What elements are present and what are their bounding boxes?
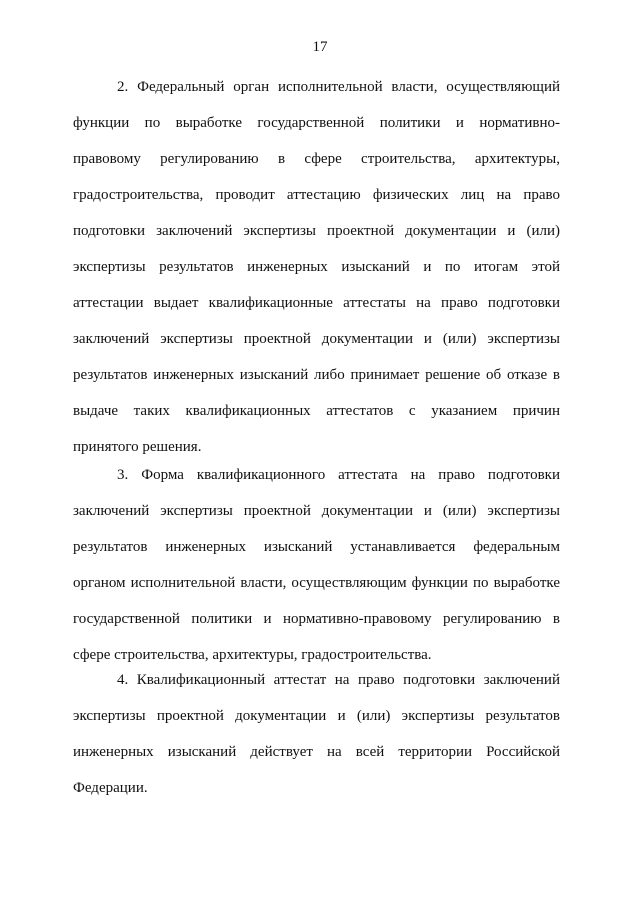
paragraph-line: градостроительства, проводит аттестацию физических лиц на право <box>73 187 560 203</box>
paragraph-line: аттестации выдает квалификационные аттестаты на право подготовки <box>73 295 560 311</box>
paragraph-line: экспертизы проектной документации и (или) экспертизы результатов <box>73 708 560 724</box>
page-number: 17 <box>312 39 328 55</box>
paragraph-line: экспертизы результатов инженерных изысканий и по итогам этой <box>73 259 560 275</box>
paragraph-line: принятого решения. <box>73 439 202 455</box>
paragraph-line: функции по выработке государственной политики и нормативно- <box>73 115 560 131</box>
paragraph-line: выдаче таких квалификационных аттестатов с указанием причин <box>73 403 560 419</box>
paragraph-line: подготовки заключений экспертизы проектной документации и (или) <box>73 223 560 239</box>
paragraph-line: органом исполнительной власти, осуществляющим функции по выработке <box>73 575 560 591</box>
paragraph-line: результатов инженерных изысканий либо принимает решение об отказе в <box>73 367 560 383</box>
paragraph-line: правовому регулированию в сфере строительства, архитектуры, <box>73 151 560 167</box>
paragraph-line: результатов инженерных изысканий устанавливается федеральным <box>73 539 560 555</box>
paragraph-line: государственной политики и нормативно-правовому регулированию в <box>73 611 560 627</box>
paragraph-line: заключений экспертизы проектной документации и (или) экспертизы <box>73 331 560 347</box>
paragraph-line: 2. Федеральный орган исполнительной власти, осуществляющий <box>117 79 560 95</box>
paragraph-line: 3. Форма квалификационного аттестата на право подготовки <box>117 467 560 483</box>
paragraph-line: 4. Квалификационный аттестат на право подготовки заключений <box>117 672 560 688</box>
paragraph-line: сфере строительства, архитектуры, градостроительства. <box>73 647 432 663</box>
paragraph-line: Федерации. <box>73 780 148 796</box>
paragraph-line: инженерных изысканий действует на всей территории Российской <box>73 744 560 760</box>
paragraph-line: заключений экспертизы проектной документации и (или) экспертизы <box>73 503 560 519</box>
